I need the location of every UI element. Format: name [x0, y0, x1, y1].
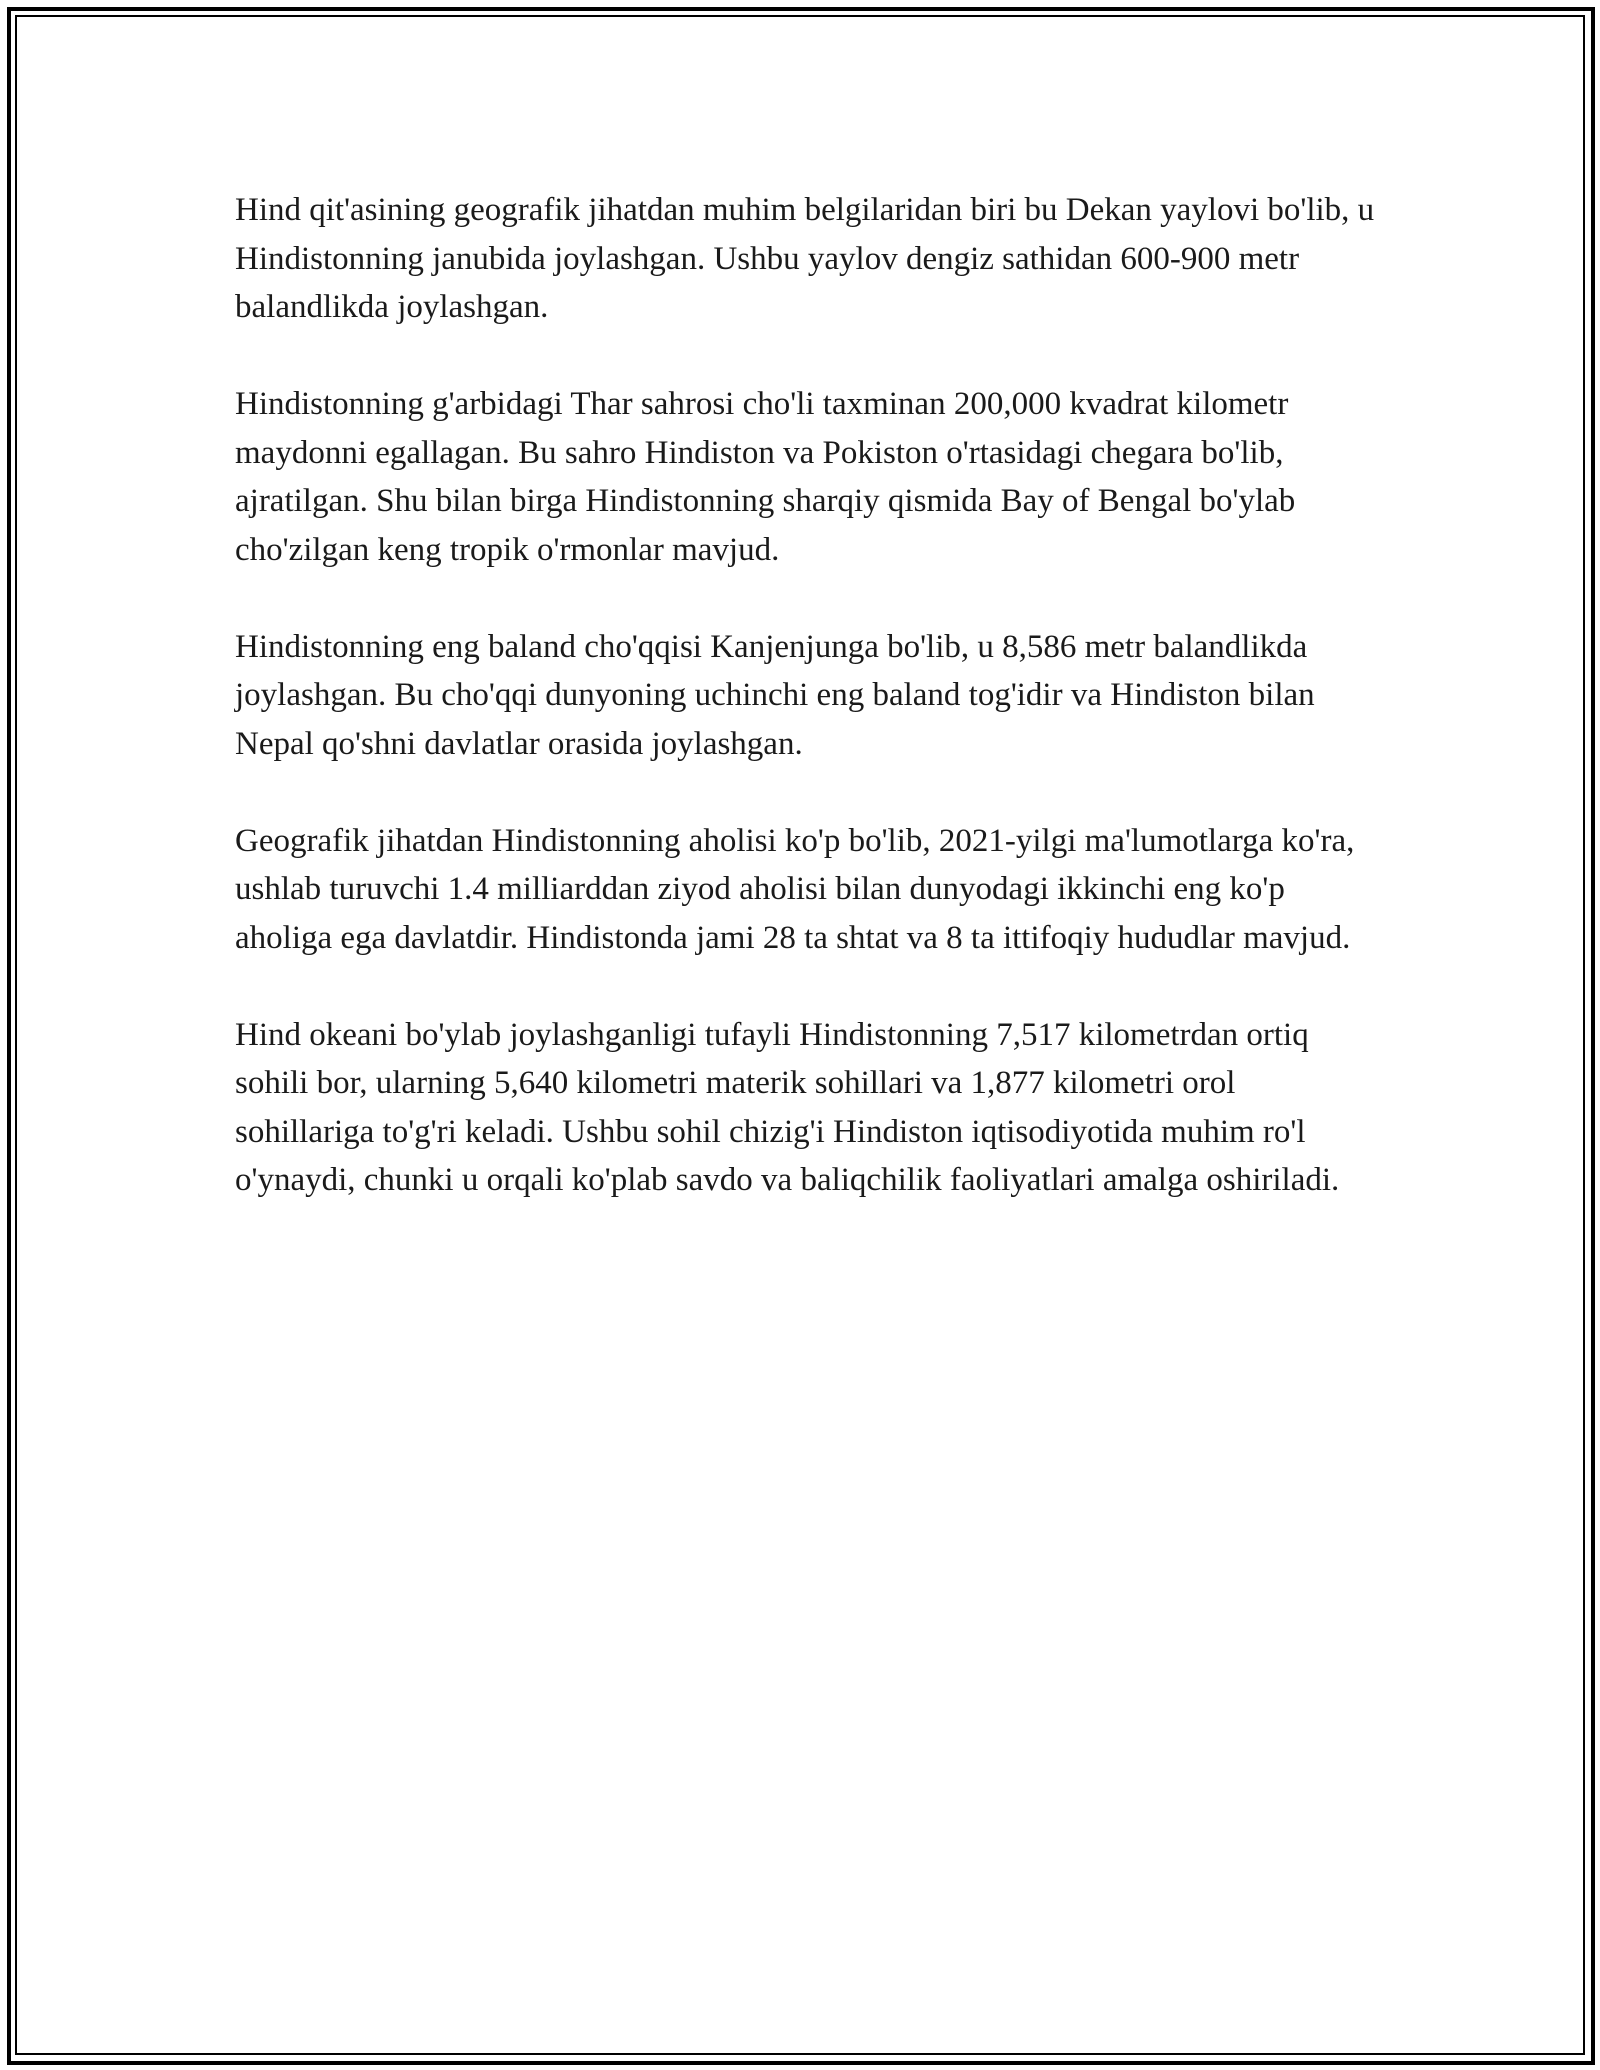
paragraph-population: Geografik jihatdan Hindistonning aholisi ko'p bo'lib, 2021-yilgi ma'lumotlarga ko'ra, ushlab turuvchi 1.4 milliarddan ziyod aholisi bilan dunyodagi ikkinchi eng ko'p aholiga ega davlatdir. Hindistonda jami 28 ta shtat va 8 ta ittifoqiy hududlar mavjud.: [235, 822, 1355, 956]
paragraph-coastline: Hind okeani bo'ylab joylashganligi tufayli Hindistonning 7,517 kilometrdan ortiq sohili bor, ularning 5,640 kilometri materik sohillari va 1,877 kilometri orol sohillariga to'g'ri keladi. Ushbu sohil chizig'i Hindiston iqtisodiyotida muhim ro'l o'ynaydi, chunki u orqali ko'plab savdo va baliqchilik faoliyatlari amalga oshiriladi.: [235, 1016, 1340, 1198]
paragraph-thar-desert: Hindistonning g'arbidagi Thar sahrosi cho'li taxminan 200,000 kvadrat kilometr maydonni egallagan. Bu sahro Hindiston va Pokiston o'rtasidagi chegara bo'lib, ajratilgan. Shu bilan birga Hindistonning sharqiy qismida Bay of Bengal bo'ylab cho'zilgan keng tropik o'rmonlar mavjud.: [235, 386, 1296, 568]
paragraph-deccan-plateau: Hind qit'asining geografik jihatdan muhim belgilaridan biri bu Dekan yaylovi bo'lib, u Hindistonning janubida joylashgan. Ushbu yaylov dengiz sathidan 600-900 metr balandlikda joylashgan.: [235, 192, 1375, 325]
paragraph-highest-peak: Hindistonning eng baland cho'qqisi Kanjenjunga bo'lib, u 8,586 metr balandlikda joylashgan. Bu cho'qqi dunyoning uchinchi eng baland tog'idir va Hindiston bilan Nepal qo'shni davlatlar orasida joylashgan.: [235, 628, 1315, 762]
document-body: [235, 186, 1375, 1205]
